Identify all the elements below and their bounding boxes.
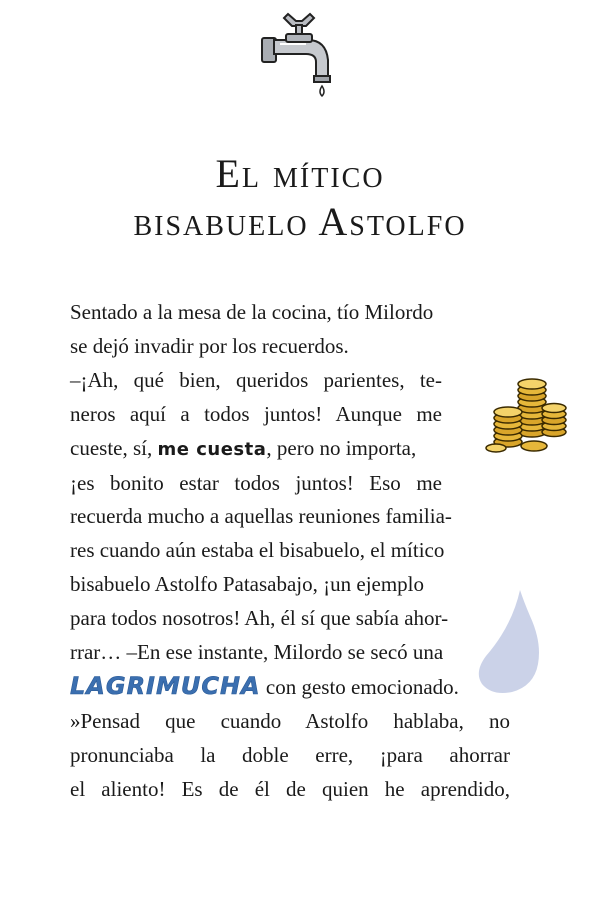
text-line: el aliento! Es de él de quien he aprendido, — [70, 776, 510, 801]
text-line: –¡Ah, qué bien, queridos parientes, te- — [70, 367, 442, 392]
text-fragment: cueste, sí, — [70, 435, 153, 460]
text-line: bisabuelo Astolfo Patasabajo, ¡un ejemplo — [70, 572, 425, 597]
text-line: para todos nosotros! Ah, él sí que sabía ahor- — [70, 606, 449, 631]
water-drop-icon — [472, 586, 542, 696]
coin-stack-icon — [484, 372, 570, 456]
text-line: res cuando aún estaba el bisabuelo, el mítico — [70, 538, 445, 563]
faucet-icon — [256, 8, 342, 100]
text-fragment: con gesto emocionado. — [260, 674, 459, 699]
story-paragraph — [70, 296, 510, 807]
text-line — [70, 432, 442, 467]
text-line: se dejó invadir por los recuerdos. — [70, 333, 349, 358]
text-fragment: , pero no importa, — [266, 435, 417, 460]
text-line: rrar… –En ese instante, Milordo se secó una — [70, 640, 444, 665]
text-line — [70, 670, 510, 705]
text-line: Sentado a la mesa de la cocina, tío Milordo — [70, 300, 434, 324]
text-line: ¡es bonito estar todos juntos! Eso me — [70, 470, 442, 495]
text-line: »Pensad que cuando Astolfo hablaba, no — [70, 708, 510, 733]
title-line-2: bisabuelo Astolfo — [133, 199, 467, 244]
lagrimucha-word: LAGRIMUCHA — [70, 671, 261, 700]
page-title — [0, 150, 600, 246]
title-line-1: El mítico — [215, 151, 385, 196]
text-line: neros aquí a todos juntos! Aunque me — [70, 401, 442, 426]
emphasized-text: me cuesta — [157, 438, 267, 460]
text-line: pronunciaba la doble erre, ¡para ahorrar — [70, 742, 510, 767]
text-line: recuerda mucho a aquellas reuniones familia- — [70, 504, 452, 529]
